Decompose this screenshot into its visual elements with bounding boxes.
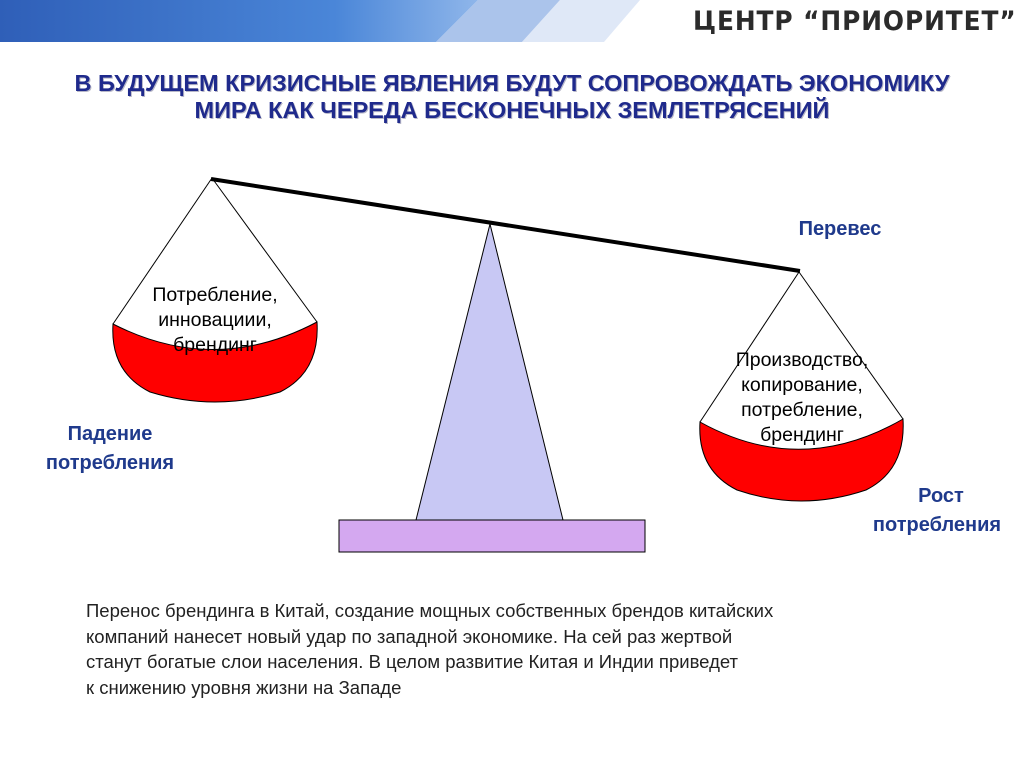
right-pan-line: Производство,: [735, 349, 869, 371]
page-title-line-1: В БУДУЩЕМ КРИЗИСНЫЕ ЯВЛЕНИЯ БУДУТ СОПРОВОЖДАТЬ ЭКОНОМИКУ: [74, 70, 950, 96]
scale-base: [339, 520, 645, 552]
scale-pillar: [416, 224, 563, 520]
right-pan-line: копирование,: [741, 374, 863, 396]
bottom-line: Перенос брендинга в Китай, создание мощных собственных брендов китайских: [86, 600, 774, 621]
left-label-line: Падение: [67, 423, 153, 445]
page-title-line-2: МИРА КАК ЧЕРЕДА БЕСКОНЕЧНЫХ ЗЕМЛЕТРЯСЕНИЙ: [194, 97, 830, 123]
right-label-line: Рост: [918, 485, 964, 507]
right-pan-line: потребление,: [741, 399, 863, 421]
scale-beam: [211, 179, 800, 271]
left-label: [20, 420, 200, 478]
left-pan-line: Потребление,: [152, 284, 278, 306]
left-pan-line: брендинг: [173, 334, 257, 356]
right-label: [850, 482, 1024, 540]
left-pan-line: инновациии,: [158, 309, 272, 331]
right-pan-text: [700, 348, 904, 448]
logo-text: ЦЕНТР “ПРИОРИТЕТ”: [693, 6, 1017, 37]
left-pan-text: [115, 283, 315, 358]
left-label-line: потребления: [45, 452, 175, 474]
overweight-label: Перевес: [798, 218, 882, 240]
right-label-line: потребления: [872, 514, 1002, 536]
bottom-line: станут богатые слои населения. В целом развитие Китая и Индии приведет: [86, 651, 739, 672]
bottom-paragraph: [86, 598, 956, 700]
bottom-line: компаний нанесет новый удар по западной экономике. На сей раз жертвой: [86, 625, 733, 647]
right-pan-line: брендинг: [760, 424, 844, 446]
bottom-line: к снижению уровня жизни на Западе: [86, 676, 402, 698]
